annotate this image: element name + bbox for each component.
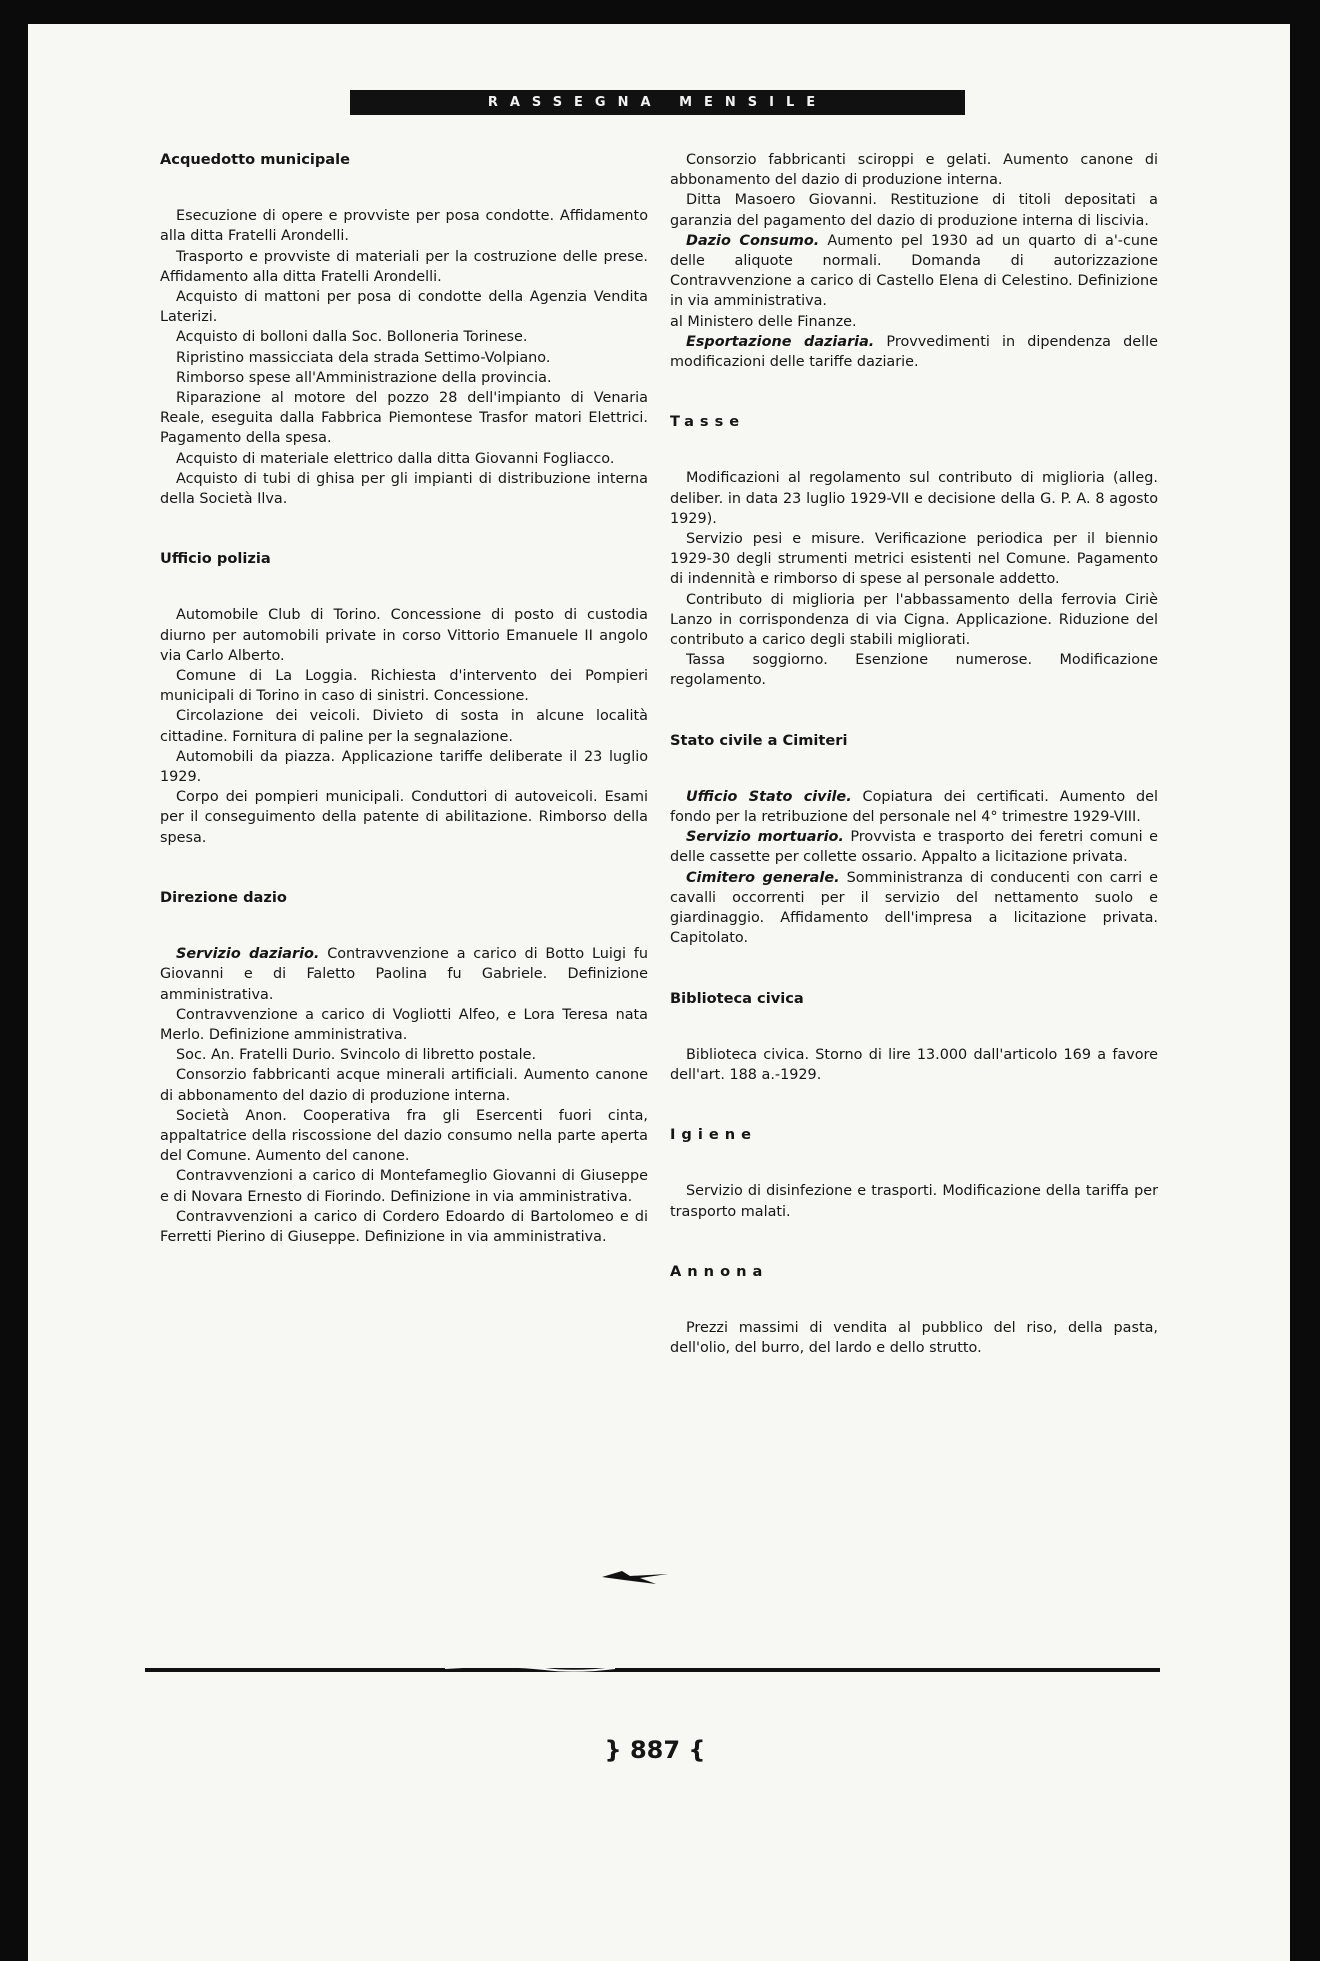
right-column (670, 150, 1158, 1398)
paragraph-lead: Cimitero generale. (686, 869, 840, 886)
paragraph: Servizio di disinfezione e trasporti. Modificazione della tariffa per trasporto malati. (670, 1183, 1158, 1220)
paragraph: Contravvenzioni a carico di Cordero Edoardo di Bartolomeo e di Ferretti Pierino di Giuseppe. Definizione in via amministrativa. (160, 1208, 648, 1245)
paragraph: Ripristino massicciata dela strada Settimo-Volpiano. (176, 349, 551, 366)
section-annona (670, 1262, 1158, 1359)
footer-divider-rule (145, 1665, 1160, 1675)
section-direzione-dazio (160, 888, 648, 1247)
folio-bracket-right: { (688, 1736, 706, 1764)
left-column (160, 150, 648, 1287)
section-heading: Biblioteca civica (670, 989, 804, 1007)
paragraph: Circolazione dei veicoli. Divieto di sosta in alcune località cittadine. Fornitura di paline per la segnalazione. (160, 708, 648, 745)
paragraph (160, 944, 648, 1005)
paragraph: Contravvenzioni a carico di Montefameglio Giovanni di Giuseppe e di Novara Ernesto di Fiorindo. Definizione in via amministrativa. (160, 1168, 648, 1205)
section-heading: Stato civile a Cimiteri (670, 731, 848, 749)
paragraph (670, 231, 1158, 332)
paragraph-text: Somministranza di conducenti con carri e cavalli occorrenti per il servizio del nettamento suolo e giardinaggio. Affidamento dell'impresa a licitazione privata. Capitolato. (670, 869, 1158, 947)
paragraph: Automobili da piazza. Applicazione tariffe deliberate il 23 luglio 1929. (160, 748, 648, 786)
paragraph: Acquisto di mattoni per posa di condotte della Agenzia Vendita Laterizi. (160, 289, 648, 326)
paragraph-text: Contravvenzione a carico di Botto Luigi fu Giovanni e di Faletto Paolina fu Gabriele. Definizione amministrativa. (160, 946, 648, 1003)
paragraph (670, 868, 1158, 949)
paragraph: Consorzio fabbricanti acque minerali artificiali. Aumento canone di abbonamento del dazio di produzione interna. (160, 1067, 648, 1104)
paragraph: Riparazione al motore del pozzo 28 dell'impianto di Venaria Reale, eseguita dalla Fabbrica Piemontese Trasfor matori Elettrici. Pagamento della spesa. (160, 390, 648, 447)
paragraph: Rimborso spese all'Amministrazione della provincia. (176, 369, 552, 386)
paragraph-text: Provvedimenti in dipendenza delle modificazioni delle tariffe daziarie. (670, 333, 1158, 371)
paragraph-lead: Servizio mortuario. (686, 829, 844, 846)
folio-bracket-left: } (604, 1736, 622, 1764)
paragraph: Corpo dei pompieri municipali. Conduttori di autoveicoli. Esami per il conseguimento della patente di abilitazione. Rimborso della spesa. (160, 789, 648, 846)
paragraph: Esecuzione di opere e provviste per posa condotte. Affidamento alla ditta Fratelli Arondelli. (160, 208, 648, 245)
paragraph-text: Provvista e trasporto dei feretri comuni e delle cassette per collette ossario. Appalto a licitazione privata. (670, 829, 1158, 866)
paragraph (670, 332, 1158, 372)
section-heading: Direzione dazio (160, 888, 287, 906)
paragraph: Contravvenzione a carico di Vogliotti Alfeo, e Lora Teresa nata Merlo. Definizione amministrativa. (160, 1006, 648, 1043)
paragraph: Ditta Masoero Giovanni. Restituzione di titoli depositati a garanzia del pagamento del dazio di produzione interna di liscivia. (670, 192, 1158, 229)
paragraph: Servizio pesi e misure. Verificazione periodica per il biennio 1929-30 degli strumenti metrici esistenti nel Comune. Pagamento di indennità e rimborso di spese al personale addetto. (670, 531, 1158, 588)
paragraph: Prezzi massimi di vendita al pubblico del riso, della pasta, dell'olio, del burro, del lardo e dello strutto. (670, 1319, 1158, 1357)
section-continued (670, 150, 1158, 372)
paragraph: Società Anon. Cooperativa fra gli Esercenti fuori cinta, appaltatrice della riscossione del dazio consumo nella parte aperta del Comune. Aumento del canone. (160, 1107, 648, 1165)
decorative-ornament-icon (600, 1568, 670, 1586)
paragraph: Trasporto e provviste di materiali per la costruzione delle prese. Affidamento alla ditta Fratelli Arondelli. (160, 248, 648, 285)
paragraph: Contributo di miglioria per l'abbassamento della ferrovia Ciriè Lanzo in corrispondenza di via Cigna. Applicazione. Riduzione del contributo a carico degli stabili migliorati. (670, 591, 1158, 649)
running-header-banner: RASSEGNA MENSILE (350, 90, 965, 115)
section-acquedotto-municipale (160, 150, 648, 509)
section-heading: Tasse (670, 413, 746, 431)
paragraph-lead: Esportazione daziaria. (686, 333, 875, 350)
paragraph: Soc. An. Fratelli Durio. Svincolo di libretto postale. (176, 1047, 537, 1064)
section-heading: Acquedotto municipale (160, 151, 351, 168)
section-biblioteca-civica (670, 989, 1158, 1086)
paragraph: Acquisto di bolloni dalla Soc. Bolloneria Torinese. (176, 329, 528, 346)
section-heading: Igiene (670, 1126, 758, 1144)
section-tasse (670, 412, 1158, 690)
paragraph: Tassa soggiorno. Esenzione numerose. Modificazione regolamento. (670, 652, 1158, 689)
section-heading: Ufficio polizia (160, 550, 271, 568)
page-number-value: 887 (629, 1736, 681, 1764)
section-igiene (670, 1125, 1158, 1222)
paragraph (670, 827, 1158, 867)
page-number (595, 1730, 715, 1770)
paragraph-lead: Dazio Consumo. (686, 232, 820, 249)
paragraph-lead: Ufficio Stato civile. (686, 788, 852, 805)
section-heading: Annona (670, 1262, 769, 1280)
section-ufficio-polizia (160, 549, 648, 848)
paragraph-text: Aumento pel 1930 ad un quarto di a'-cune delle aliquote normali. Domanda di autorizzazione Contravvenzione a carico di Castello Elena di Celestino. Definizione in via amministrativa. al Ministero delle Finanze. (670, 232, 1158, 330)
paragraph-text: Copiatura dei certificati. Aumento del fondo per la retribuzione del personale nel 4° trimestre 1929-VIII. (670, 788, 1158, 826)
paragraph: Biblioteca civica. Storno di lire 13.000 dall'articolo 169 a favore dell'art. 188 a.-1929. (670, 1046, 1158, 1083)
paragraph: Comune di La Loggia. Richiesta d'intervento dei Pompieri municipali di Torino in caso di sinistri. Concessione. (160, 668, 648, 705)
paragraph: Consorzio fabbricanti sciroppi e gelati. Aumento canone di abbonamento del dazio di produzione interna. (670, 152, 1158, 189)
paragraph (670, 787, 1158, 827)
paragraph-lead: Servizio daziario. (176, 946, 320, 963)
paragraph: Modificazioni al regolamento sul contributo di miglioria (alleg. deliber. in data 23 luglio 1929-VII e decisione della G. P. A. 8 agosto 1929). (670, 470, 1158, 527)
section-stato-civile-a-cimiteri (670, 731, 1158, 949)
paragraph: Acquisto di tubi di ghisa per gli impianti di distribuzione interna della Società Ilva. (160, 470, 648, 508)
paragraph: Acquisto di materiale elettrico dalla ditta Giovanni Fogliacco. (176, 450, 615, 467)
paragraph: Automobile Club di Torino. Concessione di posto di custodia diurno per automobili private in corso Vittorio Emanuele II angolo via Carlo Alberto. (160, 607, 648, 664)
